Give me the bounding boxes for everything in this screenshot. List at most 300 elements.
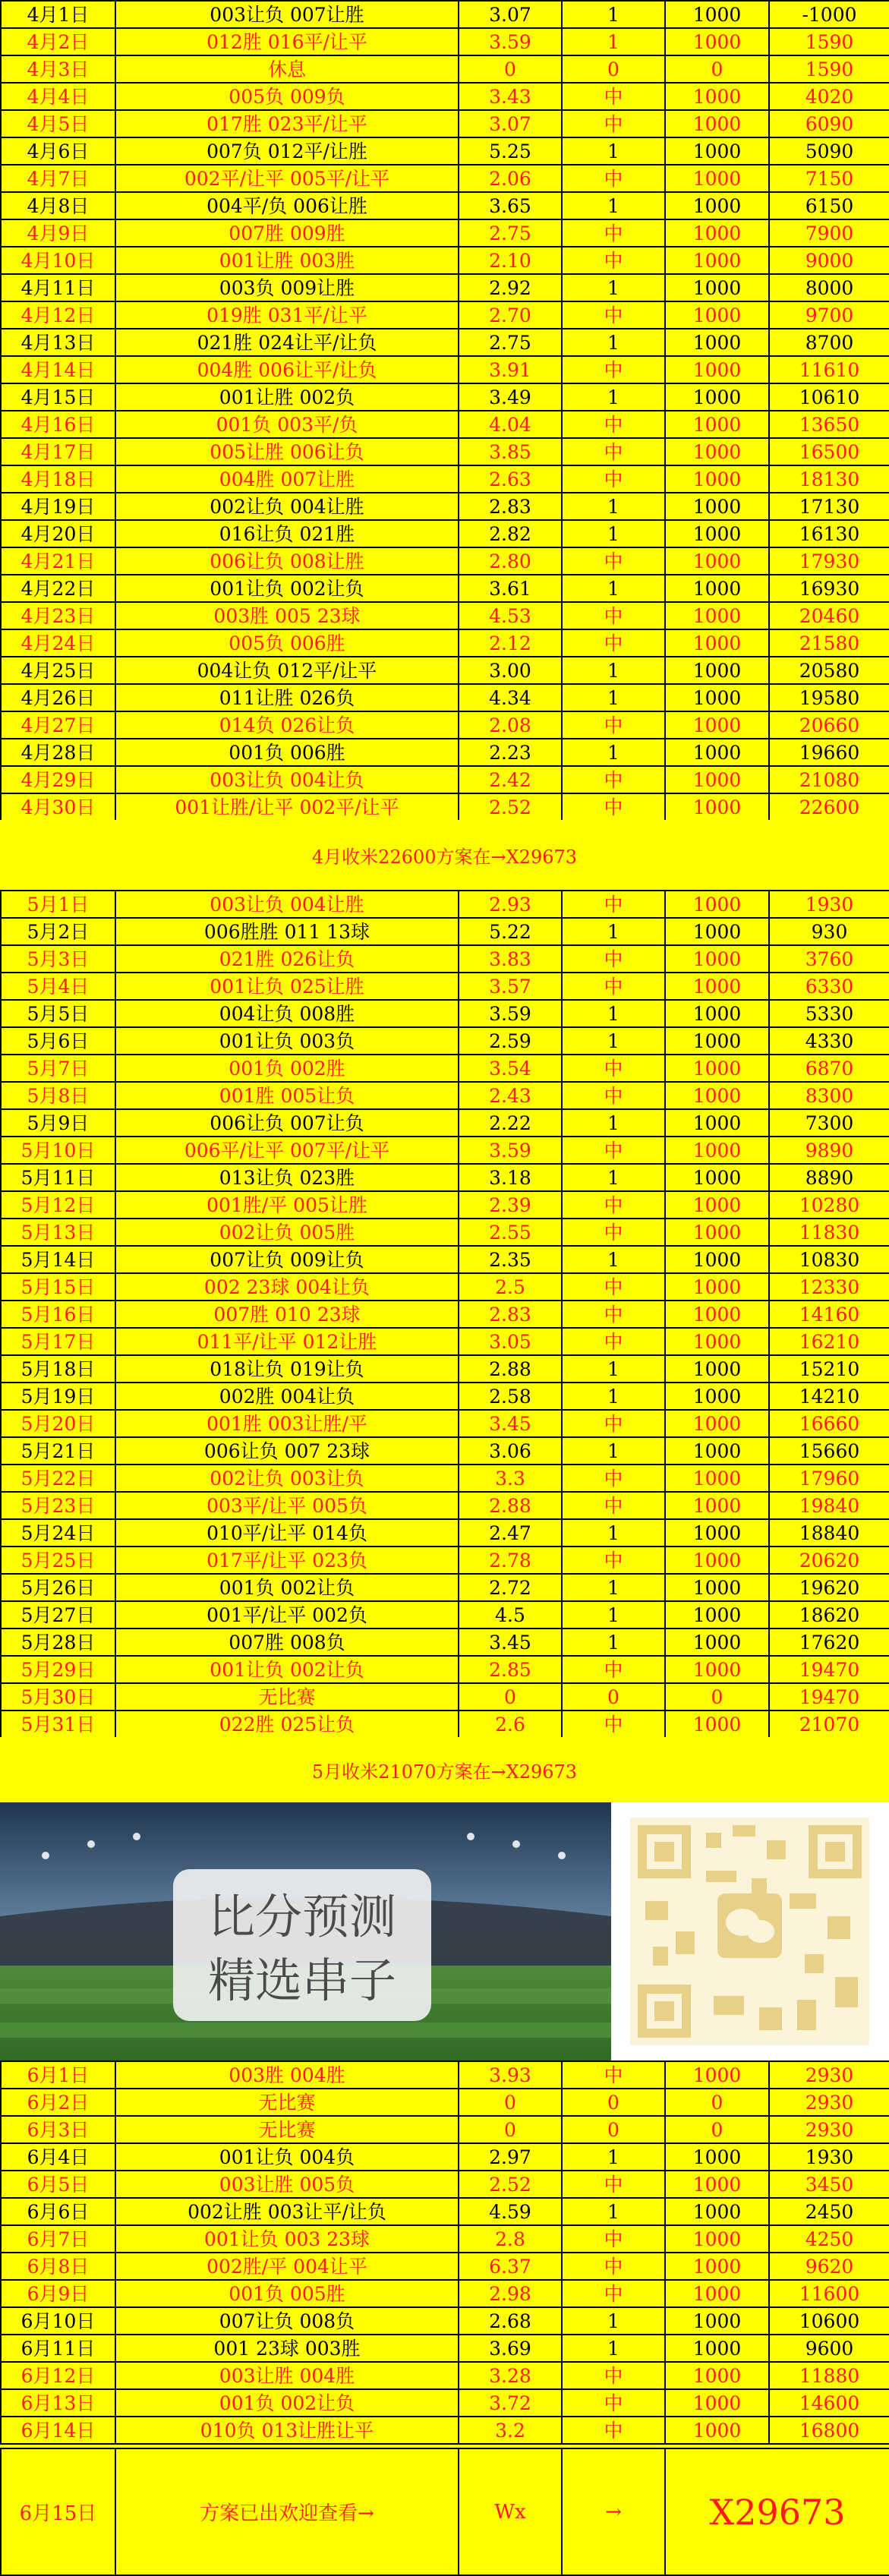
stake-cell: 1000 — [665, 973, 769, 1000]
picks-cell: 007胜 010 23球 — [115, 1301, 459, 1328]
result-cell: 1 — [562, 2143, 665, 2171]
date-cell: 5月30日 — [1, 1683, 115, 1711]
date-cell: 5月25日 — [1, 1547, 115, 1574]
odds-cell: 0 — [459, 2116, 562, 2143]
result-row — [1, 2417, 889, 2444]
odds-cell: 3.59 — [459, 28, 562, 55]
balance-cell: 19470 — [769, 1656, 889, 1683]
picks-cell: 007胜 009胜 — [115, 219, 459, 247]
odds-cell: 2.42 — [459, 766, 562, 793]
balance-cell: -1000 — [769, 1, 889, 28]
balance-cell: 2930 — [769, 2061, 889, 2089]
balance-cell: 18130 — [769, 465, 889, 493]
picks-cell: 002让负 004让胜 — [115, 493, 459, 520]
balance-cell: 4330 — [769, 1027, 889, 1055]
date-cell: 6月4日 — [1, 2143, 115, 2171]
may-results-table — [0, 890, 889, 1739]
odds-cell: 3.18 — [459, 1164, 562, 1191]
result-row — [1, 1383, 889, 1410]
odds-cell: 3.57 — [459, 973, 562, 1000]
stake-cell: 1000 — [665, 2389, 769, 2417]
stake-cell: 0 — [665, 2116, 769, 2143]
balance-cell: 12330 — [769, 1273, 889, 1301]
odds-cell: 2.8 — [459, 2225, 562, 2253]
result-row — [1, 1629, 889, 1656]
balance-cell: 5330 — [769, 1000, 889, 1027]
picks-cell: 003让胜 004胜 — [115, 2362, 459, 2389]
odds-cell: 4.59 — [459, 2198, 562, 2225]
result-cell: 1 — [562, 192, 665, 219]
odds-cell: 3.45 — [459, 1410, 562, 1437]
result-row — [1, 793, 889, 821]
stake-cell: 1000 — [665, 465, 769, 493]
date-cell: 4月1日 — [1, 1, 115, 28]
stake-cell: 1000 — [665, 1, 769, 28]
balance-cell: 15660 — [769, 1437, 889, 1465]
result-cell: 中 — [562, 891, 665, 918]
picks-cell: 013让负 023胜 — [115, 1164, 459, 1191]
result-cell: 中 — [562, 2061, 665, 2089]
odds-cell: 3.59 — [459, 1137, 562, 1164]
footer-date: 6月15日 — [1, 2448, 115, 2575]
footer-arrow: → — [562, 2448, 665, 2575]
balance-cell: 21580 — [769, 629, 889, 657]
balance-cell: 16660 — [769, 1410, 889, 1437]
result-row — [1, 110, 889, 137]
balance-cell: 1930 — [769, 2143, 889, 2171]
result-cell: 中 — [562, 629, 665, 657]
result-row — [1, 329, 889, 356]
balance-cell: 20620 — [769, 1547, 889, 1574]
balance-cell: 11830 — [769, 1219, 889, 1246]
balance-cell: 9620 — [769, 2253, 889, 2280]
picks-cell: 004胜 007让胜 — [115, 465, 459, 493]
stake-cell: 1000 — [665, 2198, 769, 2225]
balance-cell: 16210 — [769, 1328, 889, 1355]
odds-cell: 2.75 — [459, 329, 562, 356]
odds-cell: 2.80 — [459, 547, 562, 575]
date-cell: 6月3日 — [1, 2116, 115, 2143]
stake-cell: 1000 — [665, 1492, 769, 1519]
result-cell: 1 — [562, 1383, 665, 1410]
stake-cell: 1000 — [665, 83, 769, 110]
result-cell: 0 — [562, 2116, 665, 2143]
result-cell: 中 — [562, 356, 665, 383]
date-cell: 6月5日 — [1, 2171, 115, 2198]
date-cell: 5月15日 — [1, 1273, 115, 1301]
result-cell: 中 — [562, 165, 665, 192]
result-cell: 中 — [562, 1137, 665, 1164]
picks-cell: 001让负 004负 — [115, 2143, 459, 2171]
stake-cell: 1000 — [665, 1547, 769, 1574]
result-row — [1, 274, 889, 301]
picks-cell: 022胜 025让负 — [115, 1711, 459, 1738]
date-cell: 4月7日 — [1, 165, 115, 192]
result-row — [1, 438, 889, 465]
odds-cell: 2.10 — [459, 247, 562, 274]
date-cell: 4月30日 — [1, 793, 115, 821]
result-cell: 中 — [562, 2171, 665, 2198]
result-row — [1, 1437, 889, 1465]
balance-cell: 7150 — [769, 165, 889, 192]
result-cell: 1 — [562, 1355, 665, 1383]
odds-cell: 2.63 — [459, 465, 562, 493]
odds-cell: 3.45 — [459, 1629, 562, 1656]
date-cell: 4月22日 — [1, 575, 115, 602]
date-cell: 5月13日 — [1, 1219, 115, 1246]
balance-cell: 6150 — [769, 192, 889, 219]
balance-cell: 8890 — [769, 1164, 889, 1191]
result-row — [1, 657, 889, 684]
result-row — [1, 1055, 889, 1082]
odds-cell: 6.37 — [459, 2253, 562, 2280]
result-cell: 中 — [562, 1328, 665, 1355]
stake-cell: 1000 — [665, 684, 769, 711]
stake-cell: 1000 — [665, 629, 769, 657]
stake-cell: 1000 — [665, 1601, 769, 1629]
result-cell: 中 — [562, 973, 665, 1000]
date-cell: 4月15日 — [1, 383, 115, 411]
qr-code[interactable] — [630, 1818, 869, 2045]
balance-cell: 11610 — [769, 356, 889, 383]
result-cell: 中 — [562, 1465, 665, 1492]
date-cell: 4月21日 — [1, 547, 115, 575]
result-cell: 中 — [562, 766, 665, 793]
date-cell: 5月3日 — [1, 945, 115, 973]
balance-cell: 19580 — [769, 684, 889, 711]
picks-cell: 001胜 005让负 — [115, 1082, 459, 1109]
result-row — [1, 1, 889, 28]
result-row — [1, 28, 889, 55]
result-row — [1, 2116, 889, 2143]
result-row — [1, 520, 889, 547]
stake-cell: 1000 — [665, 918, 769, 945]
picks-cell: 005负 009负 — [115, 83, 459, 110]
stake-cell: 1000 — [665, 520, 769, 547]
odds-cell: 3.49 — [459, 383, 562, 411]
date-cell: 4月25日 — [1, 657, 115, 684]
balance-cell: 3760 — [769, 945, 889, 973]
picks-cell: 002 23球 004让负 — [115, 1273, 459, 1301]
balance-cell: 19660 — [769, 739, 889, 766]
stake-cell: 1000 — [665, 1656, 769, 1683]
picks-cell: 007胜 008负 — [115, 1629, 459, 1656]
balance-cell: 9700 — [769, 301, 889, 329]
result-cell: 1 — [562, 137, 665, 165]
odds-cell: 2.88 — [459, 1355, 562, 1383]
result-row — [1, 2143, 889, 2171]
picks-cell: 005负 006胜 — [115, 629, 459, 657]
odds-cell: 3.28 — [459, 2362, 562, 2389]
date-cell: 4月19日 — [1, 493, 115, 520]
balance-cell: 9890 — [769, 1137, 889, 1164]
result-cell: 中 — [562, 1191, 665, 1219]
odds-cell: 2.47 — [459, 1519, 562, 1547]
result-cell: 1 — [562, 918, 665, 945]
stake-cell: 1000 — [665, 2335, 769, 2362]
odds-cell: 3.07 — [459, 110, 562, 137]
stake-cell: 1000 — [665, 493, 769, 520]
odds-cell: 2.58 — [459, 1383, 562, 1410]
odds-cell: 3.07 — [459, 1, 562, 28]
odds-cell: 2.93 — [459, 891, 562, 918]
result-row — [1, 2307, 889, 2335]
stake-cell: 1000 — [665, 1574, 769, 1601]
picks-cell: 003让胜 005负 — [115, 2171, 459, 2198]
odds-cell: 2.83 — [459, 1301, 562, 1328]
result-row — [1, 192, 889, 219]
result-row — [1, 1711, 889, 1738]
result-row — [1, 1273, 889, 1301]
result-cell: 1 — [562, 329, 665, 356]
balance-cell: 6090 — [769, 110, 889, 137]
date-cell: 5月2日 — [1, 918, 115, 945]
date-cell: 5月1日 — [1, 891, 115, 918]
odds-cell: 3.72 — [459, 2389, 562, 2417]
date-cell: 5月17日 — [1, 1328, 115, 1355]
stake-cell: 1000 — [665, 301, 769, 329]
picks-cell: 002让负 003让负 — [115, 1465, 459, 1492]
result-row — [1, 2089, 889, 2116]
picks-cell: 002让负 005胜 — [115, 1219, 459, 1246]
stake-cell: 1000 — [665, 2143, 769, 2171]
result-row — [1, 2389, 889, 2417]
result-cell: 中 — [562, 2280, 665, 2307]
date-cell: 4月11日 — [1, 274, 115, 301]
result-cell: 中 — [562, 110, 665, 137]
picks-cell: 001让负 003 23球 — [115, 2225, 459, 2253]
picks-cell: 006让负 007让负 — [115, 1109, 459, 1137]
picks-cell: 001负 002让负 — [115, 1574, 459, 1601]
stake-cell: 1000 — [665, 1383, 769, 1410]
odds-cell: 2.55 — [459, 1219, 562, 1246]
stake-cell: 1000 — [665, 2253, 769, 2280]
odds-cell: 3.61 — [459, 575, 562, 602]
date-cell: 6月13日 — [1, 2389, 115, 2417]
odds-cell: 2.68 — [459, 2307, 562, 2335]
date-cell: 5月21日 — [1, 1437, 115, 1465]
result-cell: 1 — [562, 28, 665, 55]
stake-cell: 1000 — [665, 329, 769, 356]
footer-contact-id[interactable]: X29673 — [665, 2448, 889, 2575]
balance-cell: 1930 — [769, 891, 889, 918]
picks-cell: 017胜 023平/让平 — [115, 110, 459, 137]
balance-cell: 19620 — [769, 1574, 889, 1601]
result-row — [1, 1355, 889, 1383]
stake-cell: 1000 — [665, 891, 769, 918]
result-row — [1, 465, 889, 493]
picks-cell: 001让胜 003胜 — [115, 247, 459, 274]
odds-cell: 2.22 — [459, 1109, 562, 1137]
stake-cell: 1000 — [665, 739, 769, 766]
picks-cell: 003让负 004让负 — [115, 766, 459, 793]
result-cell: 1 — [562, 1629, 665, 1656]
balance-cell: 5090 — [769, 137, 889, 165]
stake-cell: 1000 — [665, 438, 769, 465]
picks-cell: 001负 002让负 — [115, 2389, 459, 2417]
date-cell: 6月2日 — [1, 2089, 115, 2116]
balance-cell: 13650 — [769, 411, 889, 438]
picks-cell: 003让负 004让胜 — [115, 891, 459, 918]
odds-cell: 4.04 — [459, 411, 562, 438]
odds-cell: 3.00 — [459, 657, 562, 684]
stake-cell: 1000 — [665, 1082, 769, 1109]
odds-cell: 3.05 — [459, 1328, 562, 1355]
picks-cell: 019胜 031平/让平 — [115, 301, 459, 329]
picks-cell: 006让负 008让胜 — [115, 547, 459, 575]
result-row — [1, 1601, 889, 1629]
result-row — [1, 83, 889, 110]
result-row — [1, 2280, 889, 2307]
result-cell: 1 — [562, 2198, 665, 2225]
result-cell: 0 — [562, 55, 665, 83]
picks-cell: 001让负 002让负 — [115, 575, 459, 602]
balance-cell: 10280 — [769, 1191, 889, 1219]
result-row — [1, 1301, 889, 1328]
odds-cell: 2.6 — [459, 1711, 562, 1738]
odds-cell: 2.52 — [459, 793, 562, 821]
odds-cell: 2.88 — [459, 1492, 562, 1519]
picks-cell: 021胜 026让负 — [115, 945, 459, 973]
balance-cell: 16930 — [769, 575, 889, 602]
date-cell: 4月20日 — [1, 520, 115, 547]
stake-cell: 1000 — [665, 1711, 769, 1738]
result-cell: 中 — [562, 2253, 665, 2280]
picks-cell: 001平/让平 002负 — [115, 1601, 459, 1629]
date-cell: 5月18日 — [1, 1355, 115, 1383]
picks-cell: 003胜 004胜 — [115, 2061, 459, 2089]
picks-cell: 017平/让平 023负 — [115, 1547, 459, 1574]
picks-cell: 004让负 012平/让平 — [115, 657, 459, 684]
result-row — [1, 1574, 889, 1601]
picks-cell: 007让负 008负 — [115, 2307, 459, 2335]
odds-cell: 3.83 — [459, 945, 562, 973]
result-cell: 1 — [562, 1437, 665, 1465]
result-row — [1, 629, 889, 657]
date-cell: 5月9日 — [1, 1109, 115, 1137]
date-cell: 5月19日 — [1, 1383, 115, 1410]
result-row — [1, 2253, 889, 2280]
balance-cell: 6870 — [769, 1055, 889, 1082]
picks-cell: 001 23球 003胜 — [115, 2335, 459, 2362]
balance-cell: 8000 — [769, 274, 889, 301]
balance-cell: 17620 — [769, 1629, 889, 1656]
odds-cell: 2.78 — [459, 1547, 562, 1574]
stake-cell: 1000 — [665, 2061, 769, 2089]
picks-cell: 001胜/平 005让胜 — [115, 1191, 459, 1219]
date-cell: 5月16日 — [1, 1301, 115, 1328]
date-cell: 4月28日 — [1, 739, 115, 766]
result-row — [1, 1328, 889, 1355]
result-row — [1, 2225, 889, 2253]
result-cell: 中 — [562, 1055, 665, 1082]
result-row — [1, 1410, 889, 1437]
balance-cell: 8700 — [769, 329, 889, 356]
date-cell: 4月6日 — [1, 137, 115, 165]
picks-cell: 004让负 008胜 — [115, 1000, 459, 1027]
balance-cell: 19840 — [769, 1492, 889, 1519]
result-row — [1, 411, 889, 438]
result-row — [1, 219, 889, 247]
result-row — [1, 1683, 889, 1711]
balance-cell: 10600 — [769, 2307, 889, 2335]
result-cell: 1 — [562, 1164, 665, 1191]
result-cell: 1 — [562, 493, 665, 520]
stake-cell: 1000 — [665, 165, 769, 192]
stake-cell: 1000 — [665, 1355, 769, 1383]
odds-cell: 3.85 — [459, 438, 562, 465]
stake-cell: 1000 — [665, 793, 769, 821]
picks-cell: 无比赛 — [115, 2089, 459, 2116]
result-cell: 中 — [562, 1219, 665, 1246]
balance-cell: 2930 — [769, 2116, 889, 2143]
balance-cell: 9000 — [769, 247, 889, 274]
balance-cell: 21070 — [769, 1711, 889, 1738]
picks-cell: 007让负 009让负 — [115, 1246, 459, 1273]
picks-cell: 004平/负 006让胜 — [115, 192, 459, 219]
result-row — [1, 1082, 889, 1109]
result-cell: 0 — [562, 2089, 665, 2116]
odds-cell: 2.75 — [459, 219, 562, 247]
odds-cell: 2.43 — [459, 1082, 562, 1109]
result-cell: 中 — [562, 301, 665, 329]
result-row — [1, 247, 889, 274]
result-row — [1, 2198, 889, 2225]
odds-cell: 3.54 — [459, 1055, 562, 1082]
result-cell: 中 — [562, 1492, 665, 1519]
picks-cell: 018让负 019让负 — [115, 1355, 459, 1383]
balance-cell: 6330 — [769, 973, 889, 1000]
odds-cell: 4.5 — [459, 1601, 562, 1629]
picks-cell: 006平/让平 007平/让平 — [115, 1137, 459, 1164]
stake-cell: 1000 — [665, 1000, 769, 1027]
picks-cell: 001让负 025让胜 — [115, 973, 459, 1000]
odds-cell: 3.43 — [459, 83, 562, 110]
result-row — [1, 766, 889, 793]
odds-cell: 2.35 — [459, 1246, 562, 1273]
stake-cell: 1000 — [665, 1027, 769, 1055]
date-cell: 4月10日 — [1, 247, 115, 274]
odds-cell: 2.82 — [459, 520, 562, 547]
odds-cell: 2.85 — [459, 1656, 562, 1683]
date-cell: 5月28日 — [1, 1629, 115, 1656]
picks-cell: 010平/让平 014负 — [115, 1519, 459, 1547]
result-row — [1, 2171, 889, 2198]
date-cell: 4月4日 — [1, 83, 115, 110]
result-row — [1, 55, 889, 83]
result-row — [1, 301, 889, 329]
result-cell: 中 — [562, 1711, 665, 1738]
picks-cell: 休息 — [115, 55, 459, 83]
result-row — [1, 493, 889, 520]
date-cell: 4月23日 — [1, 602, 115, 629]
stake-cell: 1000 — [665, 2417, 769, 2444]
balance-cell: 2450 — [769, 2198, 889, 2225]
result-row — [1, 2335, 889, 2362]
picks-cell: 002让胜 003让平/让负 — [115, 2198, 459, 2225]
picks-cell: 007负 012平/让胜 — [115, 137, 459, 165]
odds-cell: 4.34 — [459, 684, 562, 711]
result-cell: 中 — [562, 219, 665, 247]
balance-cell: 15210 — [769, 1355, 889, 1383]
picks-cell: 002胜 004让负 — [115, 1383, 459, 1410]
balance-cell: 14600 — [769, 2389, 889, 2417]
odds-cell: 2.70 — [459, 301, 562, 329]
stake-cell: 1000 — [665, 383, 769, 411]
balance-cell: 7900 — [769, 219, 889, 247]
date-cell: 5月14日 — [1, 1246, 115, 1273]
date-cell: 4月13日 — [1, 329, 115, 356]
